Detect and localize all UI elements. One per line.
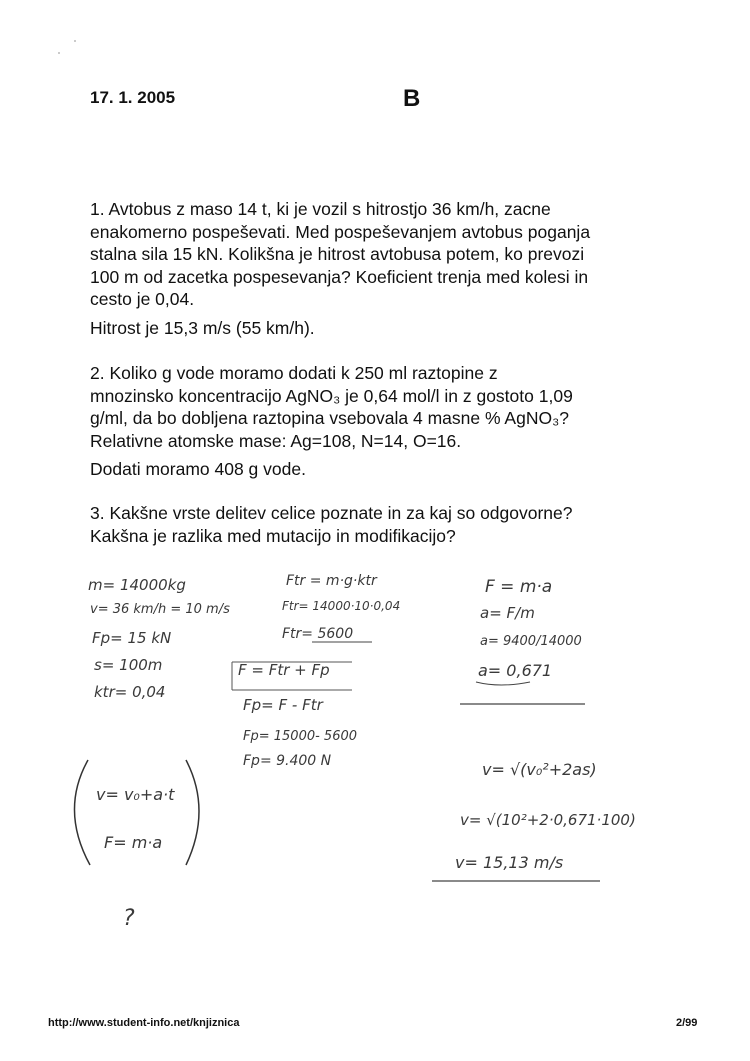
hand-line: Fp= 9.400 N [243, 753, 332, 769]
question-line: cesto je 0,04. [90, 289, 195, 309]
hand-line: m= 14000kg [88, 576, 186, 594]
question-line: g/ml, da bo dobljena raztopina vsebovala 4 masne % AgNO₃? [90, 408, 569, 428]
exam-variant: B [403, 85, 421, 112]
hand-line: F = Ftr + Fp [238, 661, 330, 679]
question-mark: ? [123, 906, 135, 931]
question-line: 1. Avtobus z maso 14 t, ki je vozil s hitrostjo 36 km/h, zacne [90, 199, 551, 219]
question-line: enakomerno pospeševati. Med pospeševanjem avtobus poganja [90, 221, 591, 242]
hand-line: v= 15,13 m/s [455, 853, 564, 872]
question-line: 100 m od zacetka pospesevanja? Koeficient trenja med kolesi in [90, 266, 589, 287]
hand-line: Ftr = m·g·ktr [286, 573, 377, 589]
hand-line: Fp= F - Ftr [243, 696, 323, 714]
footer-url: http://www.student-info.net/knjiznica [48, 1017, 240, 1029]
question-line: Kakšna je razlika med mutacijo in modifikacijo? [90, 525, 456, 546]
answer-2: Dodati moramo 408 g vode. [90, 459, 306, 479]
question-line: Relativne atomske mase: Ag=108, N=14, O=16. [90, 430, 462, 451]
hand-line: s= 100m [94, 656, 163, 674]
scan-speck [58, 52, 60, 54]
scan-speck [74, 40, 76, 42]
hand-line: a= 9400/14000 [480, 634, 582, 649]
question-line: 2. Koliko g vode moramo dodati k 250 ml raztopine z [90, 363, 498, 383]
hand-line: Fp= 15 kN [92, 629, 172, 647]
exam-date: 17. 1. 2005 [90, 88, 176, 107]
hand-line: Fp= 15000- 5600 [243, 729, 358, 744]
hand-line: v= √(10²+2·0,671·100) [460, 811, 636, 829]
hand-line: Ftr= 14000·10·0,04 [282, 599, 401, 613]
hand-line: Ftr= 5600 [282, 626, 354, 642]
question-line: 3. Kakšne vrste delitev celice poznate in za kaj so odgovorne? [90, 503, 573, 523]
right-bracket [186, 760, 199, 865]
hand-line: F = m·a [485, 577, 553, 597]
question-line: stalna sila 15 kN. Kolikšna je hitrost avtobusa potem, ko prevozi [90, 244, 585, 264]
hand-line: v= √(v₀²+2as) [482, 760, 597, 779]
hand-forces [238, 661, 357, 769]
left-bracket [74, 760, 90, 865]
hand-line: a= F/m [480, 604, 535, 622]
question-line: mnozinsko koncentracijo AgNO₃ je 0,64 mol/l in z gostoto 1,09 [90, 385, 573, 406]
hand-line: F= m·a [104, 833, 163, 852]
hand-velocity [455, 760, 636, 872]
page-number: 2/99 [676, 1017, 698, 1029]
hand-line: a= 0,671 [478, 661, 553, 680]
answer-1: Hitrost je 15,3 m/s (55 km/h). [90, 318, 315, 338]
hand-friction [282, 573, 400, 642]
hand-given [88, 576, 230, 701]
hand-formulas [96, 785, 175, 852]
hand-line: v= v₀+a·t [96, 785, 175, 804]
underline [476, 682, 530, 685]
hand-line: ktr= 0,04 [94, 683, 166, 701]
hand-line: v= 36 km/h = 10 m/s [90, 602, 230, 617]
hand-accel [478, 577, 582, 680]
